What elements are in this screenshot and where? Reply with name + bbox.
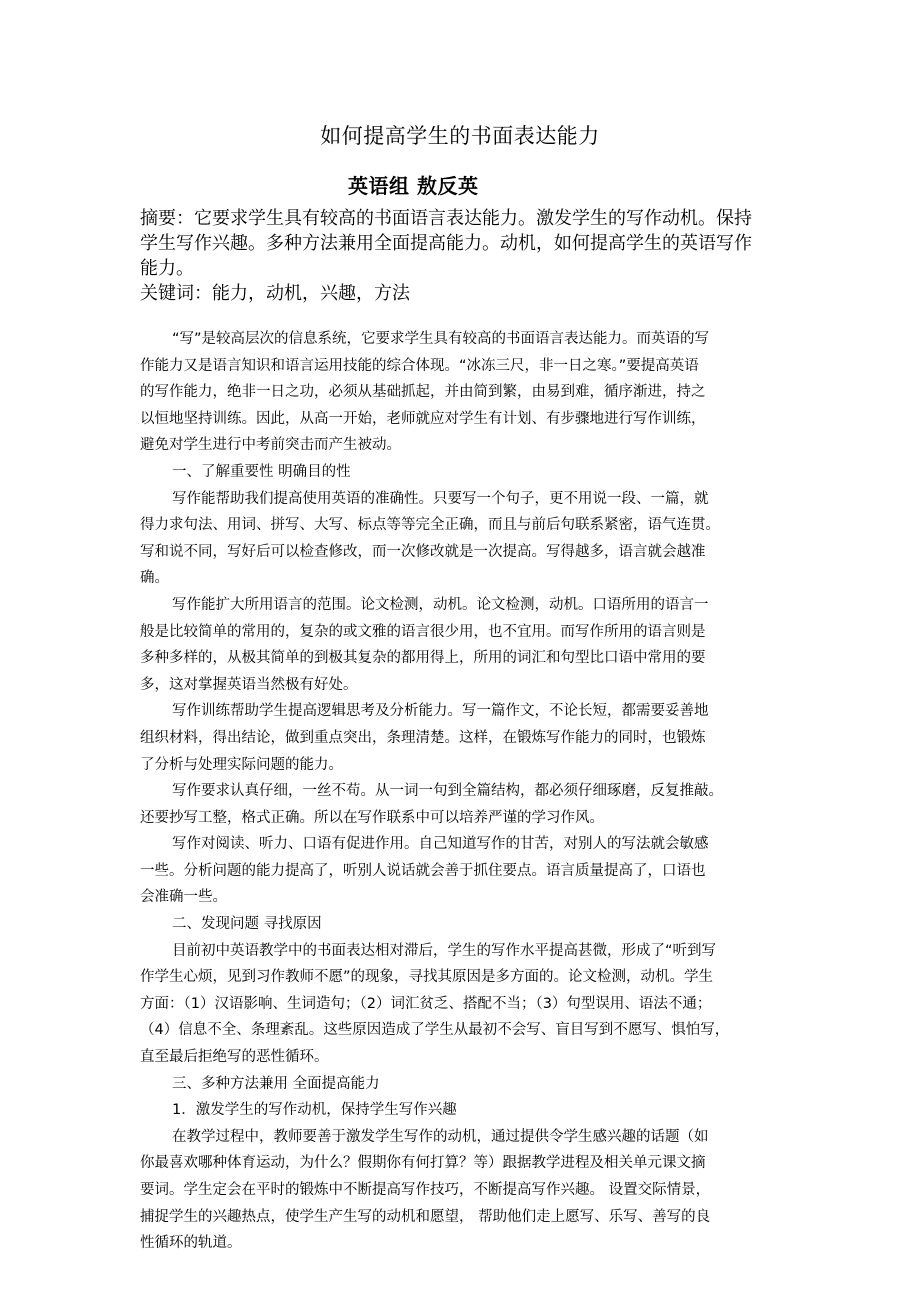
abstract-line: 能力。	[140, 258, 194, 279]
paragraph-line: 作能力又是语言知识和语言运用技能的综合体现。“冰冻三尺，非一日之寒。”要提高英语	[140, 357, 699, 374]
document-author: 英语组 敖反英	[348, 174, 479, 198]
paragraph-line: 要词。学生定会在平时的锻炼中不断提高写作技巧，不断提高写作兴趣。 设置交际情景，	[140, 1182, 711, 1198]
paragraph-line: 写作能帮助我们提高使用英语的准确性。只要写一个句子，更不用说一段、一篇，就	[172, 490, 709, 507]
paragraph-line: 写作要求认真仔细，一丝不苟。从一词一句到全篇结构，都必须仔细琢磨，反复推敲。	[172, 783, 723, 800]
paragraph-line: 方面：（1）汉语影响、生词造句；（2）词汇贫乏、搭配不当；（3）句型误用、语法不通；	[140, 995, 712, 1012]
document-title: 如何提高学生的书面表达能力	[320, 124, 600, 148]
section-heading: 二、发现问题 寻找原因	[172, 916, 322, 933]
section-heading: 一、了解重要性 明确目的性	[172, 463, 351, 480]
paragraph-line: 确。	[140, 570, 169, 587]
body-text	[140, 326, 790, 1257]
paragraph-line: 一些。分析问题的能力提高了，听别人说话就会善于抓住要点。语言质量提高了，口语也	[140, 862, 706, 879]
paragraph-line: （4）信息不全、条理紊乱。这些原因造成了学生从最初不会写、盲目写到不愿写、惧怕写，	[140, 1022, 730, 1039]
paragraph-line: 般是比较简单的常用的，复杂的或文雅的语言很少用，也不宜用。而写作所用的语言则是	[140, 623, 706, 640]
paragraph-line: 你最喜欢哪种体育运动，为什么？假期你有何打算？等）跟据教学进程及相关单元课文摘	[140, 1155, 706, 1172]
abstract-line: 学生写作兴趣。多种方法兼用全面提高能力。动机，如何提高学生的英语写作	[140, 233, 752, 254]
paragraph-line: 写作对阅读、听力、口语有促进作用。自己知道写作的甘苦，对别人的写法就会敏感	[172, 836, 709, 853]
paragraph-line: 以恒地坚持训练。因此，从高一开始，老师就应对学生有计划、有步骤地进行写作训练，	[140, 410, 706, 427]
paragraph-line: 多种多样的，从极其简单的到极其复杂的都用得上，所用的词汇和句型比口语中常用的要	[140, 650, 706, 667]
paragraph-line: 写和说不同，写好后可以检查修改，而一次修改就是一次提高。写得越多，语言就会越准	[140, 543, 706, 560]
paragraph-line: 作学生心烦，见到习作教师不愿”的现象，寻找其原因是多方面的。论文检测，动机。学生	[140, 969, 714, 986]
paragraph-line: 的写作能力，绝非一日之功，必须从基础抓起，并由简到繁，由易到难，循序渐进，持之	[140, 384, 706, 401]
subsection-heading: 1．激发学生的写作动机，保持学生写作兴趣	[172, 1102, 457, 1119]
keywords-line: 关键词：能力，动机，兴趣，方法	[140, 283, 410, 304]
paragraph-line: 在教学过程中，教师要善于激发学生写作的动机，通过提供令学生感兴趣的话题（如	[172, 1128, 709, 1145]
paragraph-line: 组织材料，得出结论，做到重点突出，条理清楚。这样，在锻炼写作能力的同时，也锻炼	[140, 729, 706, 746]
paragraph-line: 避免对学生进行中考前突击而产生被动。	[140, 437, 401, 454]
paragraph-line: 写作训练帮助学生提高逻辑思考及分析能力。写一篇作文，不论长短，都需要妥善地	[172, 703, 709, 720]
paragraph-line: 多，这对掌握英语当然极有好处。	[140, 676, 358, 693]
abstract-block	[140, 206, 788, 306]
paragraph-line: 直至最后拒绝写的恶性循环。	[140, 1049, 329, 1066]
paragraph-line: 捕捉学生的兴趣热点，使学生产生写的动机和愿望， 帮助他们走上愿写、乐写、善写的良	[140, 1208, 711, 1225]
abstract-line: 摘要：它要求学生具有较高的书面语言表达能力。激发学生的写作动机。保持	[140, 208, 752, 229]
paragraph-line: 会准确一些。	[140, 889, 227, 906]
paragraph-line: 性循环的轨道。	[140, 1235, 242, 1252]
paragraph-line: 目前初中英语教学中的书面表达相对滞后，学生的写作水平提高甚微，形成了“听到写	[172, 942, 717, 959]
paragraph-line: 写作能扩大所用语言的范围。论文检测，动机。论文检测，动机。口语所用的语言一	[172, 596, 709, 613]
section-heading: 三、多种方法兼用 全面提高能力	[172, 1075, 380, 1092]
paragraph-line: 得力求句法、用词、拼写、大写、标点等等完全正确，而且与前后句联系紧密，语气连贯。	[140, 517, 720, 534]
paragraph-line: “写”是较高层次的信息系统，它要求学生具有较高的书面语言表达能力。而英语的写	[172, 331, 710, 347]
paragraph-line: 了分析与处理实际问题的能力。	[140, 756, 343, 773]
paragraph-line: 还要抄写工整，格式正确。所以在写作联系中可以培养严谨的学习作风。	[140, 809, 604, 826]
